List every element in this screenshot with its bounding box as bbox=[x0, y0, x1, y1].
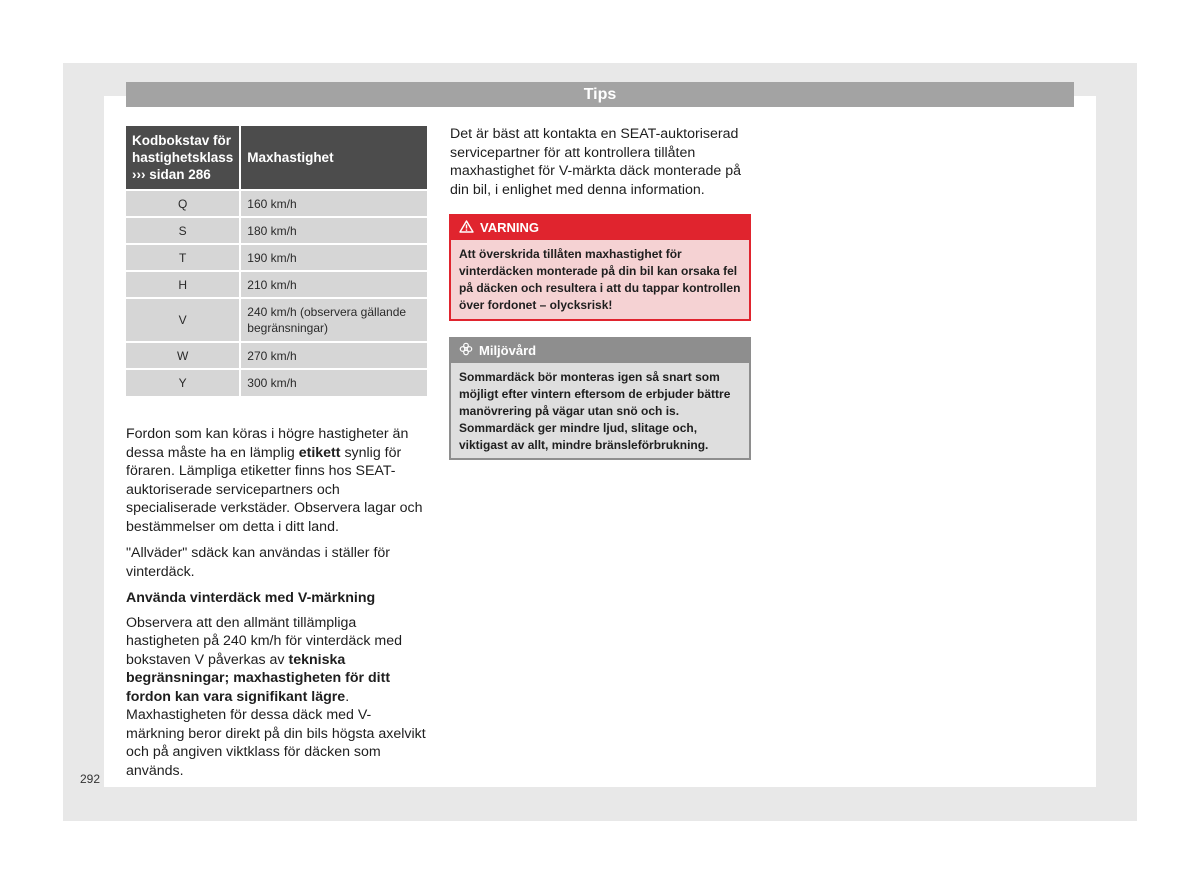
section-title: Tips bbox=[583, 86, 617, 103]
table-row bbox=[126, 369, 427, 396]
speed-code-cell: S bbox=[126, 217, 240, 244]
environment-text: Sommardäck bör monteras igen så snart som möjligt efter vintern eftersom de erbjuder bättre manövrering på vägar utan snö och is. Sommardäck ger mindre ljud, slitage och, viktigast av allt, mindre bränsleförbrukning. bbox=[459, 370, 731, 452]
paragraph-contact-service: Det är bäst att kontakta en SEAT-auktoriserad servicepartner för att kontrollera tillåten maxhastighet för V-märkta däck monterade på din bil, i enlighet med denna information. bbox=[450, 126, 741, 198]
environment-title: Miljövård bbox=[479, 343, 537, 358]
page-reference-link[interactable]: ››› sidan 286 bbox=[132, 167, 211, 182]
warning-title: VARNING bbox=[480, 220, 539, 235]
warning-text: Att överskrida tillåten maxhastighet för vinterdäcken monterade på din bil kan orsaka fel på däcken och resultera i att du tappar kontrollen över fordonet – olycksrisk! bbox=[459, 247, 741, 312]
paragraph-v-marking: Observera att den allmänt tillämpliga hastigheten på 240 km/h för vinterdäck med bokstaven V påverkas av tekniska begränsningar; maxhastigheten för ditt fordon kan vara signifikant lägre. Maxhastigheten för dessa däck med V-märkning beror direkt på din bils högsta axelvikt och på angiven viktklass för däcken som används. bbox=[126, 614, 426, 779]
warning-box bbox=[449, 214, 751, 321]
bold-technical-limits: tekniska begränsningar; maxhastigheten för ditt fordon kan vara signifikant lägre bbox=[126, 651, 391, 705]
speed-code-cell: Y bbox=[126, 369, 240, 396]
max-speed-cell: 300 km/h bbox=[240, 369, 427, 396]
speed-code-cell: H bbox=[126, 271, 240, 298]
page-frame-bottom bbox=[63, 787, 1137, 821]
max-speed-cell: 240 km/h (observera gällande begränsningar) bbox=[240, 298, 427, 342]
speed-code-cell: W bbox=[126, 342, 240, 369]
max-speed-cell: 270 km/h bbox=[240, 342, 427, 369]
section-title-bar bbox=[126, 82, 1074, 107]
paragraph-label-info: Fordon som kan köras i högre hastigheter än dessa måste ha en lämplig etikett synlig för föraren. Lämpliga etiketter finns hos SEAT-auktoriserade servicepartners och specialiserade verkstäder. Observera lagar och bestämmelser om detta i ditt land. bbox=[126, 426, 423, 535]
flower-icon bbox=[459, 340, 473, 364]
max-speed-cell: 190 km/h bbox=[240, 244, 427, 271]
table-row bbox=[126, 271, 427, 298]
page-frame-left bbox=[63, 63, 104, 821]
max-speed-cell: 210 km/h bbox=[240, 271, 427, 298]
warning-triangle-icon bbox=[459, 217, 474, 241]
warning-header bbox=[451, 216, 749, 240]
table-header-code: Kodbokstav för hastighetsklass ››› sidan 286 bbox=[126, 126, 240, 190]
speed-code-cell: V bbox=[126, 298, 240, 342]
table-row bbox=[126, 342, 427, 369]
speed-code-cell: T bbox=[126, 244, 240, 271]
table-row bbox=[126, 244, 427, 271]
speed-class-table bbox=[126, 126, 427, 396]
page-frame-right bbox=[1096, 63, 1137, 821]
page-number: 292 bbox=[80, 772, 101, 786]
max-speed-cell: 180 km/h bbox=[240, 217, 427, 244]
table-row bbox=[126, 217, 427, 244]
max-speed-cell: 160 km/h bbox=[240, 190, 427, 217]
paragraph-all-weather: "Allväder" sdäck kan användas i ställer för vinterdäck. bbox=[126, 545, 390, 580]
table-header-maxspeed: Maxhastighet bbox=[240, 126, 427, 190]
table-row bbox=[126, 298, 427, 342]
table-row bbox=[126, 190, 427, 217]
subheading-v-marking: Använda vinterdäck med V-märkning bbox=[126, 590, 376, 606]
bold-term-label: etikett bbox=[298, 444, 341, 461]
table-header-row bbox=[126, 126, 427, 190]
environment-header bbox=[451, 339, 749, 363]
environment-box bbox=[449, 337, 751, 460]
left-column-text bbox=[126, 425, 426, 788]
speed-code-cell: Q bbox=[126, 190, 240, 217]
